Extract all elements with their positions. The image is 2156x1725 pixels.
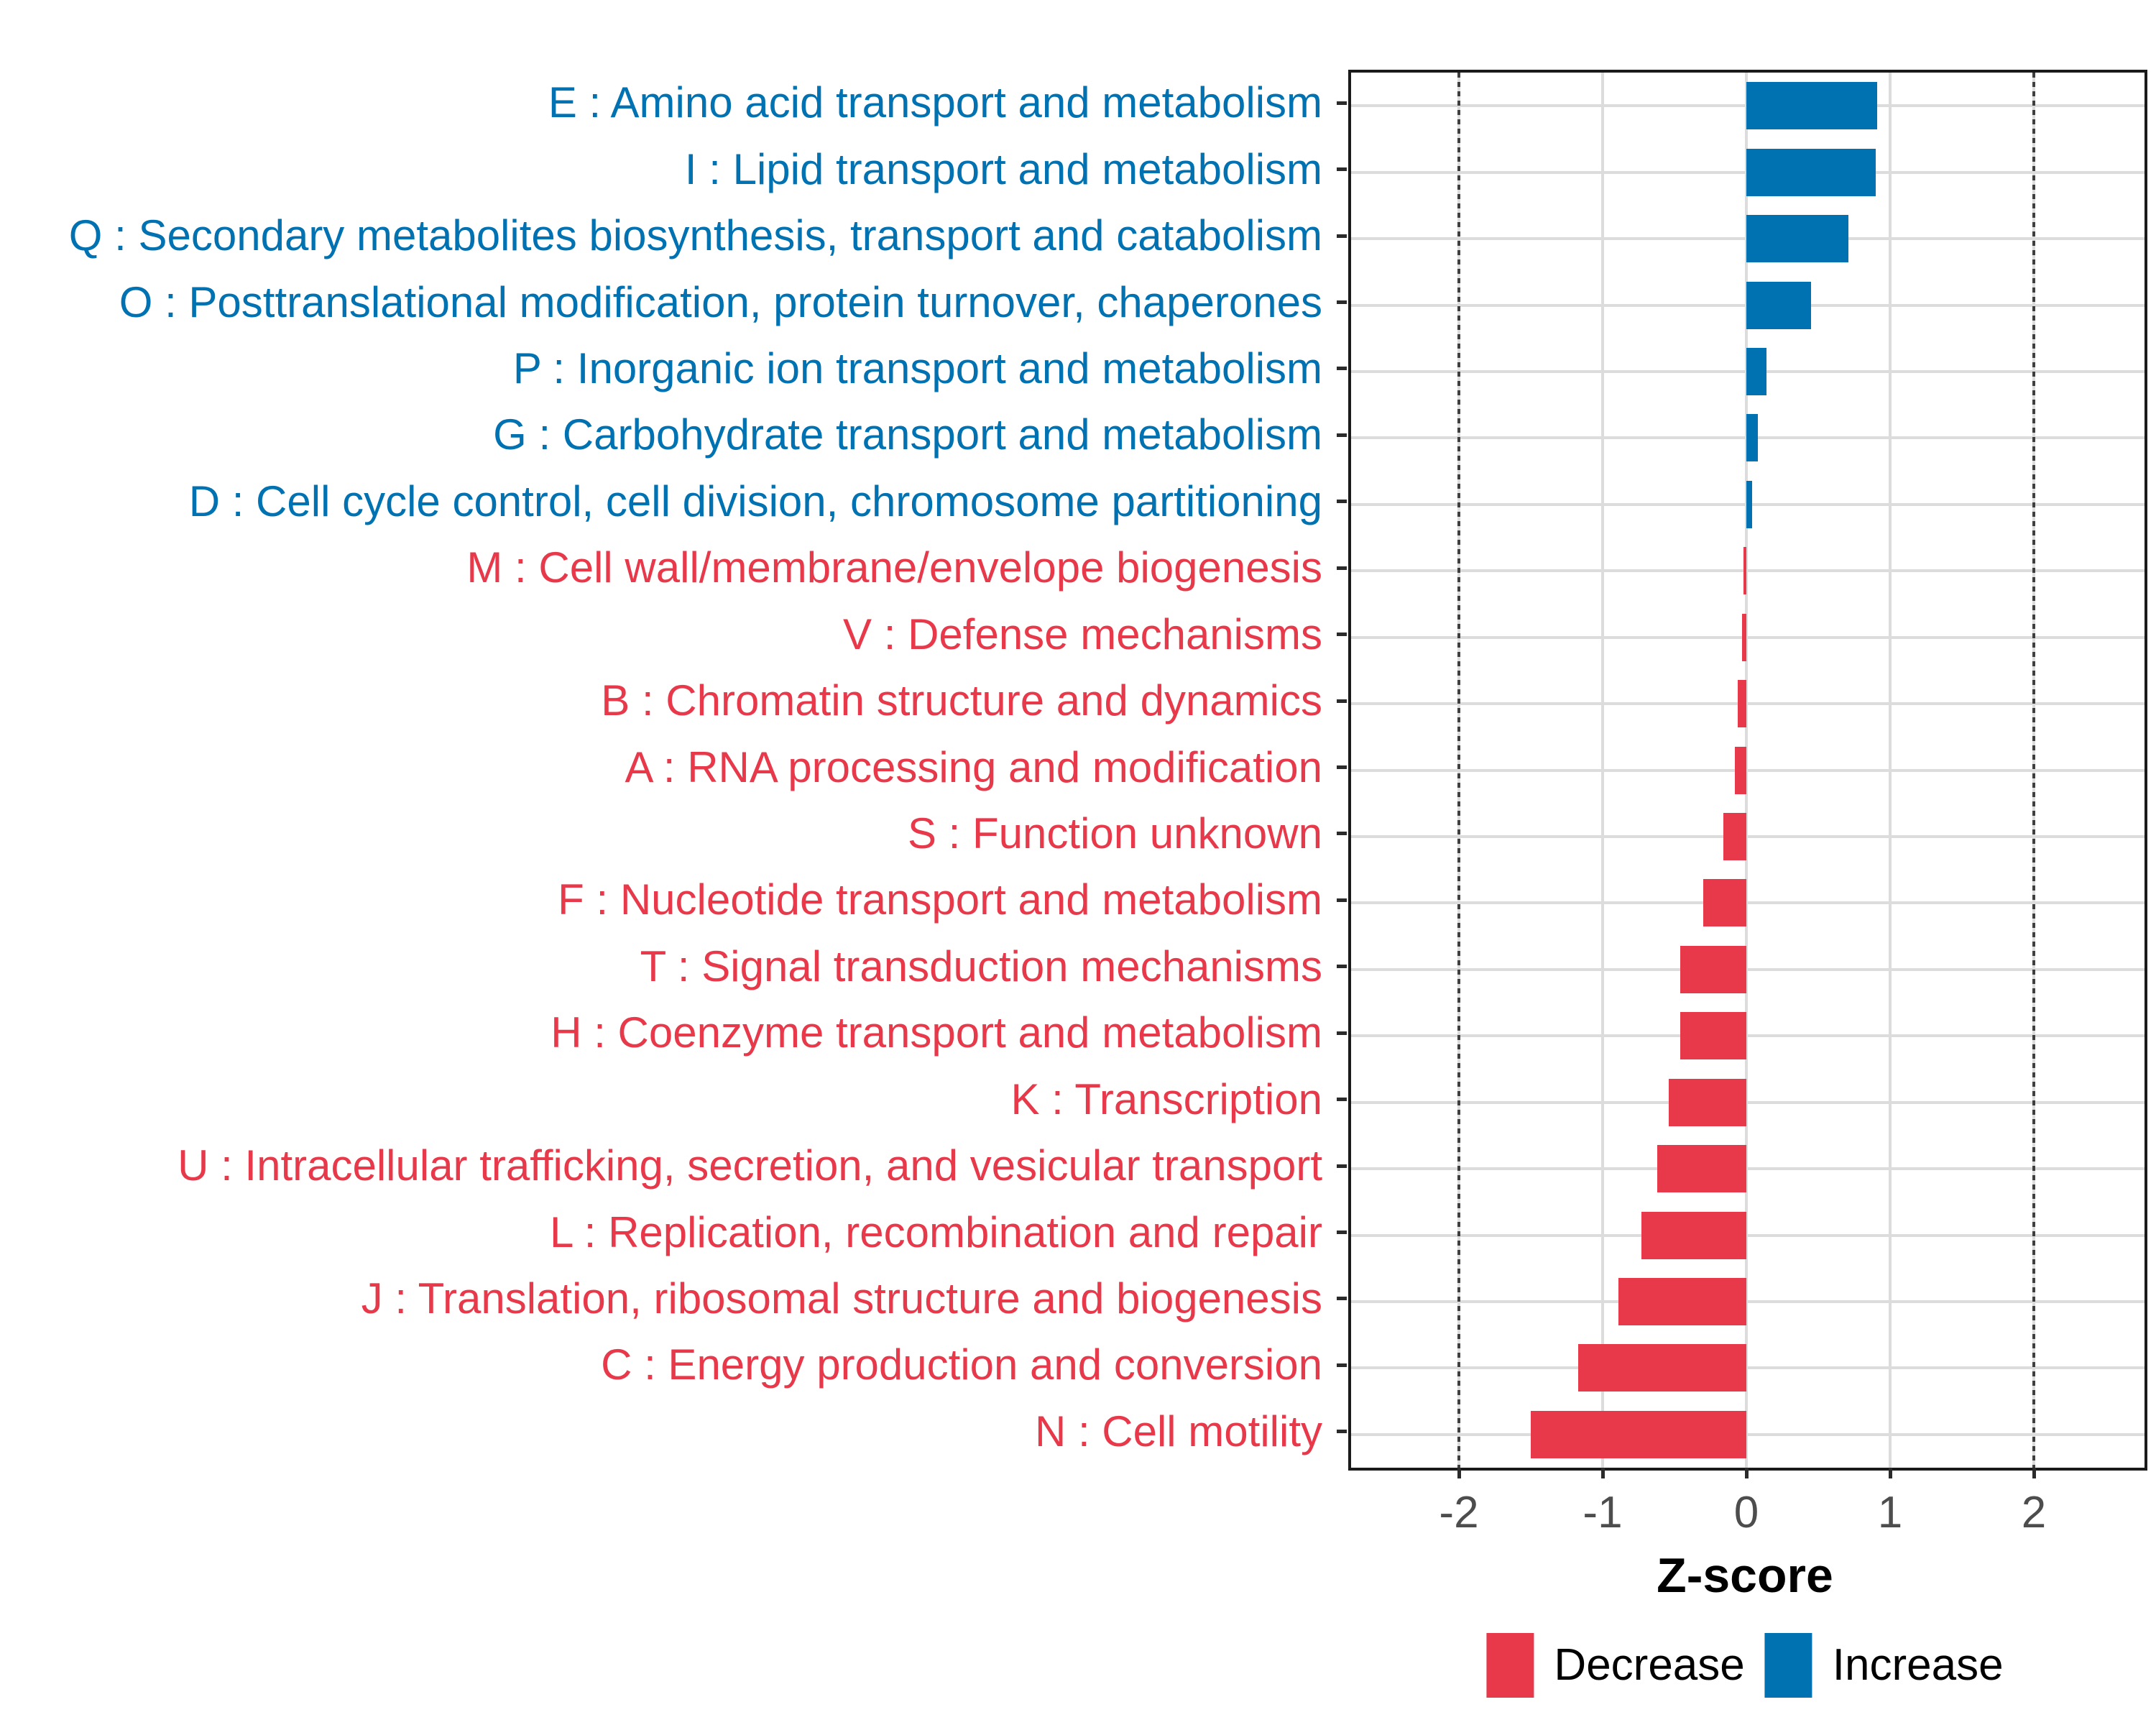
bar	[1746, 282, 1811, 329]
category-label: F : Nucleotide transport and metabolism	[558, 875, 1322, 924]
y-tick	[1337, 898, 1347, 902]
category-label: J : Translation, ribosomal structure and biogenesis	[361, 1274, 1322, 1322]
x-gridline	[1889, 73, 1892, 1468]
legend-label-increase: Increase	[1832, 1640, 2004, 1690]
category-label: Q : Secondary metabolites biosynthesis, transport and catabolism	[68, 211, 1322, 260]
y-gridline	[1351, 569, 2145, 572]
category-label: S : Function unknown	[907, 809, 1322, 857]
y-tick	[1337, 965, 1347, 968]
category-label: A : RNA processing and modification	[625, 742, 1322, 791]
y-tick	[1337, 1363, 1347, 1367]
y-gridline	[1351, 1433, 2145, 1436]
y-gridline	[1351, 1034, 2145, 1037]
category-label: N : Cell motility	[1034, 1407, 1322, 1455]
category-label: D : Cell cycle control, cell division, chromosome partitioning	[188, 477, 1322, 525]
x-tick	[1601, 1468, 1605, 1478]
y-tick	[1337, 1031, 1347, 1035]
bar	[1618, 1278, 1746, 1325]
y-tick	[1337, 699, 1347, 703]
category-label: L : Replication, recombination and repair	[549, 1208, 1322, 1256]
y-gridline	[1351, 636, 2145, 639]
y-gridline	[1351, 901, 2145, 904]
bar	[1723, 813, 1746, 860]
x-tick	[1457, 1468, 1461, 1478]
category-label: T : Signal transduction mechanisms	[640, 942, 1322, 990]
y-tick	[1337, 566, 1347, 570]
category-label: E : Amino acid transport and metabolism	[548, 78, 1322, 127]
bar	[1641, 1212, 1746, 1259]
y-gridline	[1351, 1366, 2145, 1369]
y-gridline	[1351, 769, 2145, 772]
bar	[1680, 946, 1746, 993]
bar	[1738, 680, 1746, 727]
category-label: B : Chromatin structure and dynamics	[601, 676, 1322, 725]
x-tick-label: 0	[1733, 1488, 1759, 1537]
category-label: I : Lipid transport and metabolism	[684, 144, 1322, 193]
y-tick	[1337, 1297, 1347, 1300]
y-tick	[1337, 832, 1347, 835]
category-label: G : Carbohydrate transport and metabolism	[493, 410, 1322, 459]
category-label: U : Intracellular trafficking, secretion, and vesicular transport	[178, 1141, 1322, 1190]
y-gridline	[1351, 1101, 2145, 1104]
category-label: O : Posttranslational modification, protein turnover, chaperones	[119, 277, 1322, 326]
y-gridline	[1351, 1300, 2145, 1303]
x-tick-label: -1	[1583, 1488, 1623, 1537]
y-gridline	[1351, 1234, 2145, 1237]
y-gridline	[1351, 702, 2145, 705]
category-label: P : Inorganic ion transport and metabolism	[512, 344, 1322, 392]
y-gridline	[1351, 968, 2145, 971]
category-label: K : Transcription	[1010, 1075, 1322, 1123]
y-tick	[1337, 1430, 1347, 1433]
bar	[1746, 414, 1758, 461]
y-tick	[1337, 234, 1347, 238]
bar	[1578, 1344, 1746, 1392]
x-tick-label: -2	[1439, 1488, 1479, 1537]
bar	[1669, 1079, 1746, 1126]
legend-label-decrease: Decrease	[1554, 1640, 1745, 1690]
y-gridline	[1351, 1167, 2145, 1170]
bar	[1746, 348, 1766, 395]
y-tick	[1337, 632, 1347, 636]
plot-panel	[1348, 70, 2147, 1471]
y-tick	[1337, 101, 1347, 105]
y-tick	[1337, 1164, 1347, 1168]
y-tick	[1337, 433, 1347, 437]
x-gridline	[1601, 73, 1604, 1468]
category-label: H : Coenzyme transport and metabolism	[550, 1008, 1322, 1057]
y-tick	[1337, 500, 1347, 503]
bar	[1746, 82, 1877, 129]
category-label: C : Energy production and conversion	[601, 1340, 1322, 1389]
y-tick	[1337, 367, 1347, 370]
y-tick	[1337, 1098, 1347, 1101]
bar	[1657, 1145, 1746, 1192]
bar	[1680, 1012, 1746, 1059]
y-tick	[1337, 765, 1347, 769]
y-tick	[1337, 1230, 1347, 1234]
legend	[1486, 1633, 2003, 1698]
y-tick	[1337, 167, 1347, 171]
x-tick	[2032, 1468, 2036, 1478]
legend-key-increase	[1765, 1633, 1812, 1698]
bar	[1735, 747, 1746, 794]
x-axis-title: Z-score	[1657, 1548, 1833, 1603]
bar	[1743, 547, 1746, 594]
reference-line	[2032, 73, 2035, 1468]
category-label: M : Cell wall/membrane/envelope biogenesis	[466, 543, 1322, 592]
category-label: V : Defense mechanisms	[843, 610, 1322, 658]
legend-key-decrease	[1486, 1633, 1534, 1698]
bar	[1746, 215, 1848, 262]
bar	[1742, 614, 1746, 661]
x-tick-label: 1	[1877, 1488, 1903, 1537]
bar	[1531, 1411, 1746, 1458]
bar	[1746, 149, 1876, 196]
y-tick	[1337, 300, 1347, 304]
x-tick	[1889, 1468, 1892, 1478]
x-tick-label: 2	[2021, 1488, 2047, 1537]
reference-line	[1457, 73, 1460, 1468]
x-tick	[1745, 1468, 1749, 1478]
bar	[1746, 481, 1752, 528]
y-gridline	[1351, 835, 2145, 838]
bar	[1703, 879, 1746, 926]
